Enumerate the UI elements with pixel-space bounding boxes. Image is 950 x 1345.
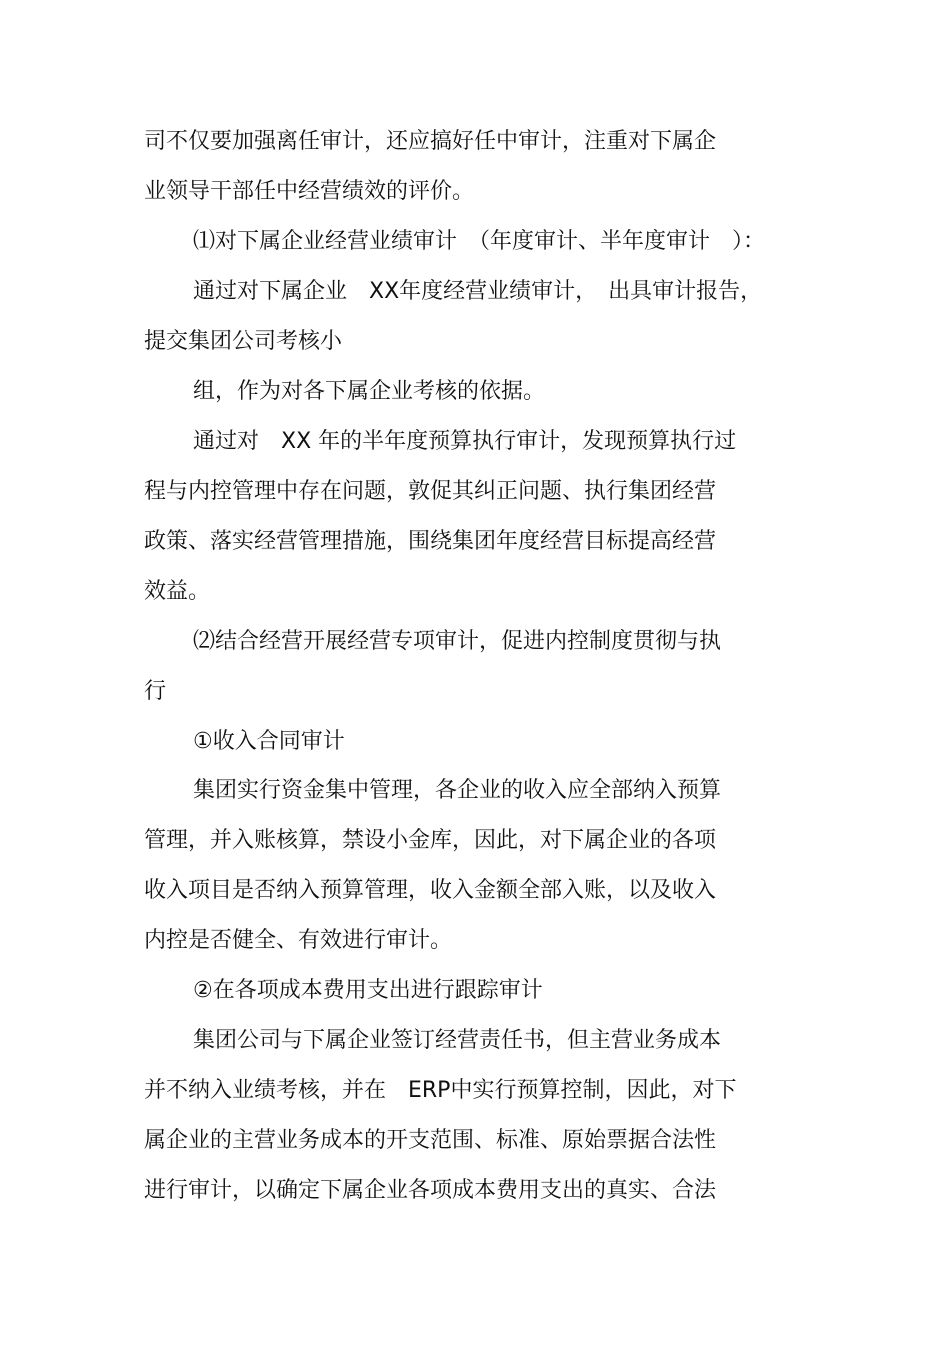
text-line: 集团实行资金集中管理，各企业的收入应全部纳入预算	[193, 778, 722, 803]
text-line: ②在各项成本费用支出进行跟踪审计	[193, 978, 543, 1003]
text-line: 并不纳入业绩考核，并在 ERP中实行预算控制，因此，对下	[144, 1078, 737, 1103]
text-line: 行	[144, 679, 167, 704]
text-line: 组，作为对各下属企业考核的依据。	[193, 379, 546, 404]
text-line: 通过对 XX 年的半年度预算执行审计，发现预算执行过	[193, 429, 737, 454]
text-line: 进行审计，以确定下属企业各项成本费用支出的真实、合法	[144, 1178, 717, 1203]
text-line: 政策、落实经营管理措施，围绕集团年度经营目标提高经营	[144, 529, 717, 554]
text-line: ⑵结合经营开展经营专项审计，促进内控制度贯彻与执	[193, 629, 722, 654]
text-line: 程与内控管理中存在问题，敦促其纠正问题、执行集团经营	[144, 479, 717, 504]
text-line: 收入项目是否纳入预算管理，收入金额全部入账，以及收入	[144, 878, 717, 903]
text-line: 属企业的主营业务成本的开支范围、标准、原始票据合法性	[144, 1128, 717, 1153]
text-line: ①收入合同审计	[193, 729, 345, 754]
text-line: 效益。	[144, 579, 211, 604]
text-line: 提交集团公司考核小	[144, 329, 343, 354]
text-line: ⑴对下属企业经营业绩审计 （年度审计、半年度审计 ）：	[193, 229, 766, 254]
text-line: 通过对下属企业 XX年度经营业绩审计， 出具审计报告，	[193, 279, 763, 304]
text-line: 集团公司与下属企业签订经营责任书，但主营业务成本	[193, 1028, 722, 1053]
text-line: 业领导干部任中经营绩效的评价。	[144, 179, 475, 204]
text-line: 司不仅要加强离任审计，还应搞好任中审计，注重对下属企	[144, 129, 717, 154]
text-line: 内控是否健全、有效进行审计。	[144, 928, 453, 953]
text-line: 管理，并入账核算，禁设小金库，因此，对下属企业的各项	[144, 828, 717, 853]
